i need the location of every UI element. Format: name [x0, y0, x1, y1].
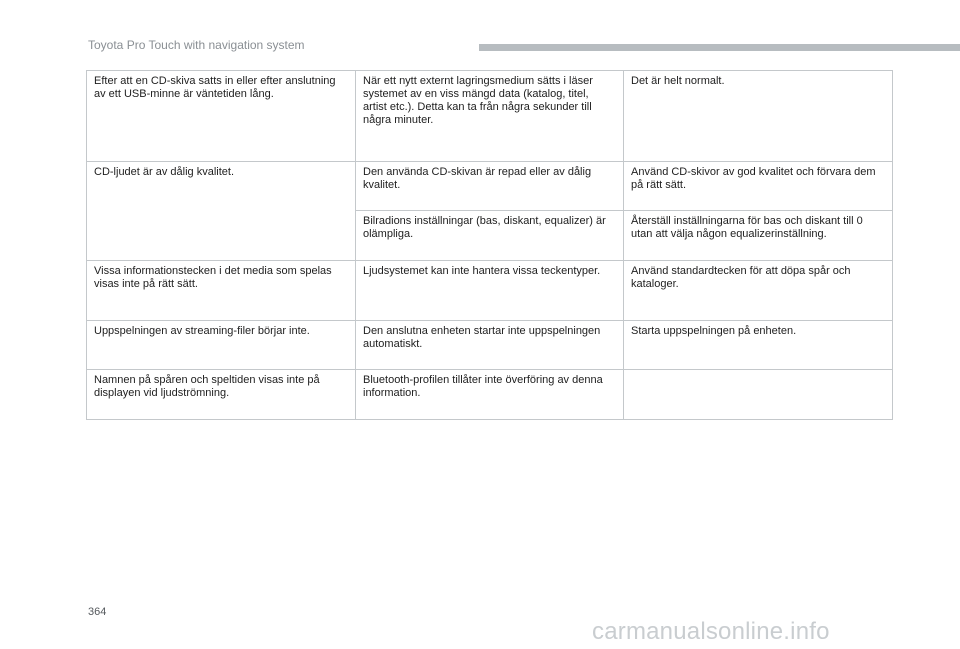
solution-cell: [624, 370, 893, 420]
solution-cell: Använd CD-skivor av god kvalitet och förvara dem på rätt sätt.: [624, 162, 893, 211]
problem-cell: CD-ljudet är av dålig kvalitet.: [87, 162, 356, 261]
solution-cell: Starta uppspelningen på enheten.: [624, 321, 893, 370]
watermark: carmanualsonline.info: [592, 618, 830, 645]
solution-cell: Återställ inställningarna för bas och diskant till 0 utan att välja någon equalizerinställning.: [624, 211, 893, 261]
solution-cell: Det är helt normalt.: [624, 71, 893, 162]
cause-cell: Den anslutna enheten startar inte uppspelningen automatiskt.: [356, 321, 624, 370]
cause-cell: Ljudsystemet kan inte hantera vissa teckentyper.: [356, 261, 624, 321]
table-row: [87, 261, 893, 321]
table-row: [87, 162, 893, 211]
troubleshooting-table: [86, 70, 893, 420]
cause-cell: Den använda CD-skivan är repad eller av dålig kvalitet.: [356, 162, 624, 211]
running-header-title: Toyota Pro Touch with navigation system: [88, 38, 305, 52]
problem-cell: Efter att en CD-skiva satts in eller efter anslutning av ett USB-minne är väntetiden lång.: [87, 71, 356, 162]
cause-cell: Bluetooth-profilen tillåter inte överföring av denna information.: [356, 370, 624, 420]
cause-cell: Bilradions inställningar (bas, diskant, equalizer) är olämpliga.: [356, 211, 624, 261]
cause-cell: När ett nytt externt lagringsmedium sätts i läser systemet av en viss mängd data (katalog, titel, artist etc.). Detta kan ta från några sekunder till några minuter.: [356, 71, 624, 162]
problem-cell: Vissa informationstecken i det media som spelas visas inte på rätt sätt.: [87, 261, 356, 321]
problem-cell: Uppspelningen av streaming-filer börjar inte.: [87, 321, 356, 370]
table-row: [87, 71, 893, 162]
header-accent-bar: [479, 44, 960, 51]
table-row: [87, 370, 893, 420]
solution-cell: Använd standardtecken för att döpa spår och kataloger.: [624, 261, 893, 321]
table-row: [87, 321, 893, 370]
problem-cell: Namnen på spåren och speltiden visas inte på displayen vid ljudströmning.: [87, 370, 356, 420]
page-number: 364: [88, 606, 107, 618]
